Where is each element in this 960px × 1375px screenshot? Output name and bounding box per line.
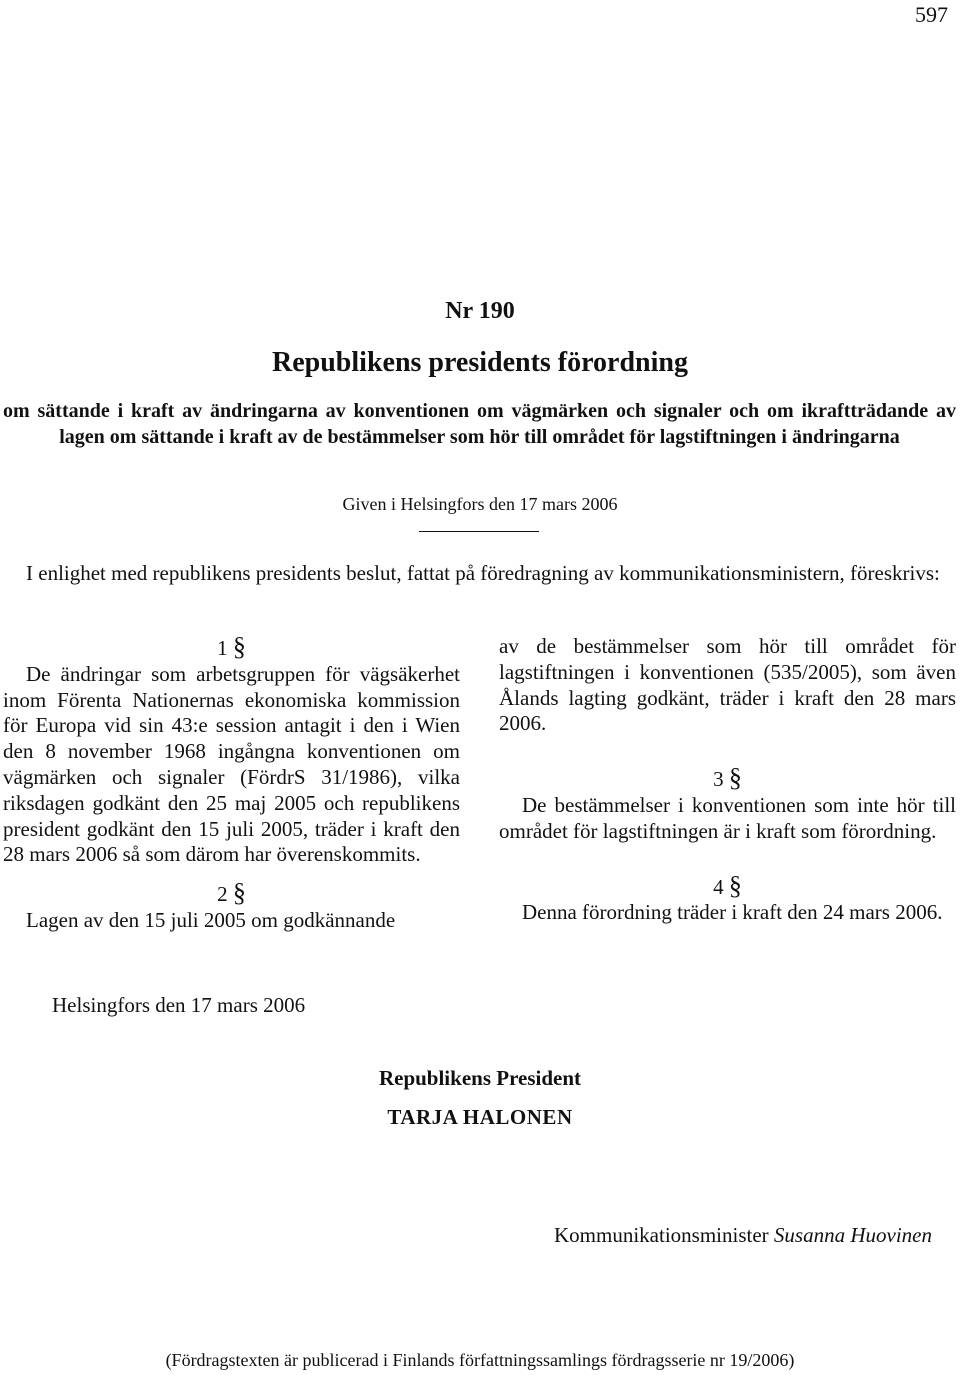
section-4-mark: § (728, 870, 742, 900)
document-subtitle: om sättande i kraft av ändringarna av konventionen om vägmärken och signaler och om ikraftträdande av lagen om sättande i kraft av de bestämmelser som hör till området för lagstiftningen i ändringarna (3, 400, 956, 448)
minister-name: Susanna Huovinen (773, 1223, 932, 1247)
section-2-heading (3, 880, 460, 908)
divider-rule (419, 531, 539, 532)
section-3-heading (499, 765, 956, 793)
section-1-text: De ändringar som arbetsgruppen för vägsäkerhet inom Förenta Nationernas ekonomiska kommission för Europa vid sin 43:e session antagit i den i Wien den 8 november 1968 ingångna konventionen om vägmärken och signaler (FördrS 31/1986), vilka riksdagen godkänt den 25 maj 2005 och republikens president godkänt den 15 juli 2005, träder i kraft den 28 mars 2006 så som därom har överenskommits. (3, 661, 460, 867)
footnote: (Fördragstexten är publicerad i Finlands författningssamlings fördragsserie nr 19/2006) (165, 1350, 795, 1370)
section-1-mark: § (232, 632, 246, 661)
statute-number: Nr 190 (445, 298, 515, 324)
section-4-text: Denna förordning träder i kraft den 24 mars 2006. (522, 900, 943, 925)
signatory-name: TARJA HALONEN (387, 1105, 573, 1129)
section-3-number: 3 (713, 767, 724, 792)
section-2-number: 2 (217, 882, 228, 907)
section-2-text-cont: av de bestämmelser som hör till området för lagstiftningen i konventionen (535/2005), som även Ålands lagting godkänt, träder i kraft den 28 mars 2006. (499, 634, 956, 736)
section-1-number: 1 (217, 636, 228, 660)
minister-role: Kommunikationsminister (554, 1223, 769, 1247)
section-4-number: 4 (713, 874, 724, 899)
right-column (499, 634, 956, 926)
signatory-title: Republikens President (378, 1066, 582, 1090)
section-2-mark: § (232, 878, 246, 908)
preamble (3, 560, 956, 586)
section-4-heading (499, 870, 956, 901)
section-3-text: De bestämmelser i konventionen som inte hör till området för lagstiftningen är i kraft som förordning. (499, 792, 956, 843)
page-number: 597 (915, 2, 948, 27)
document-title: Republikens presidents förordning (272, 347, 688, 378)
section-2-text-start: Lagen av den 15 juli 2005 om godkännande (26, 907, 396, 932)
given-date: Given i Helsingfors den 17 mars 2006 (342, 494, 618, 514)
minister-signature (554, 1223, 932, 1248)
left-column (3, 634, 460, 934)
preamble-text: I enlighet med republikens presidents beslut, fattat på föredragning av kommunikationsministern, föreskrivs: (26, 561, 940, 585)
section-3-mark: § (728, 763, 742, 793)
section-1-heading (3, 634, 460, 662)
place-and-date: Helsingfors den 17 mars 2006 (52, 993, 306, 1017)
